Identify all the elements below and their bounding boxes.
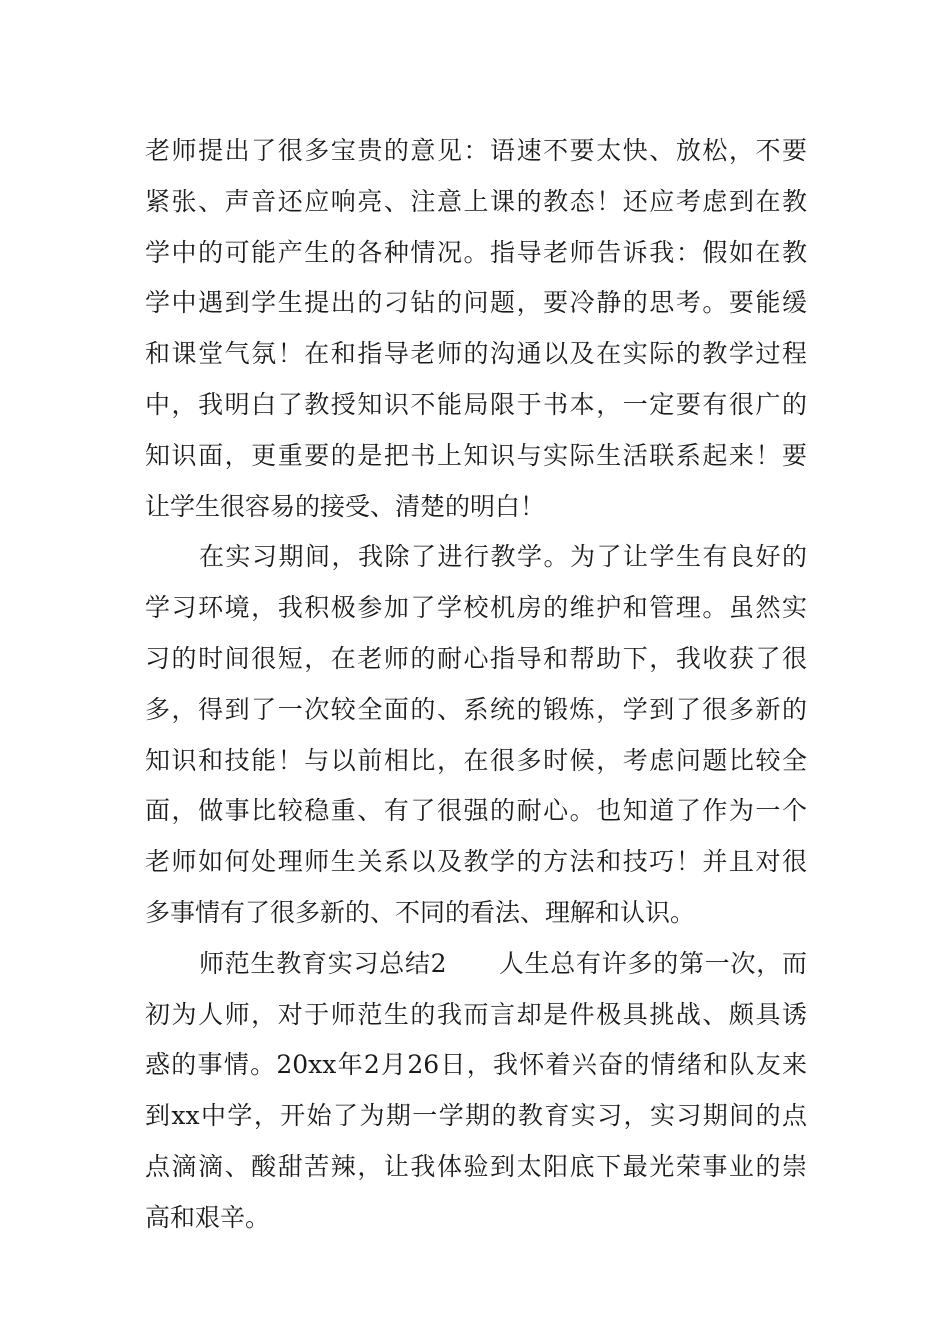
text-line: 到xx中学，开始了为期一学期的教育实习，实习期间的点	[145, 1101, 807, 1131]
section-heading-line: 师范生教育实习总结2 人生总有许多的第一次，而	[199, 948, 807, 978]
text-line: 中，我明白了教授知识不能局限于书本，一定要有很广的	[145, 389, 807, 419]
text-line: 初为人师，对于师范生的我而言却是件极具挑战、颇具诱	[145, 999, 807, 1029]
text-line: 点滴滴、酸甜苦辣，让我体验到太阳底下最光荣事业的崇	[145, 1151, 807, 1181]
text-line: 多，得到了一次较全面的、系统的锻炼，学到了很多新的	[145, 694, 807, 724]
text-line: 知识面，更重要的是把书上知识与实际生活联系起来！要	[145, 440, 807, 470]
text-line: 惑的事情。20xx年2月26日，我怀着兴奋的情绪和队友来	[145, 1050, 807, 1080]
text-line: 老师如何处理师生关系以及教学的方法和技巧！并且对很	[145, 847, 807, 877]
paragraph-first-line: 在实习期间，我除了进行教学。为了让学生有良好的	[199, 542, 807, 572]
text-line: 老师提出了很多宝贵的意见：语速不要太快、放松，不要	[145, 136, 807, 165]
text-line: 让学生很容易的接受、清楚的明白！	[145, 491, 546, 521]
text-line: 学中的可能产生的各种情况。指导老师告诉我：假如在教	[145, 237, 807, 267]
text-line: 学习环境，我积极参加了学校机房的维护和管理。虽然实	[145, 593, 807, 623]
text-line: 紧张、声音还应响亮、注意上课的教态！还应考虑到在教	[145, 186, 807, 216]
body-text	[145, 126, 807, 1244]
text-line: 多事情有了很多新的、不同的看法、理解和认识。	[145, 897, 696, 927]
text-line: 习的时间很短，在老师的耐心指导和帮助下，我收获了很	[145, 643, 807, 673]
text-line: 高和艰辛。	[145, 1202, 271, 1232]
text-line: 学中遇到学生提出的刁钻的问题，要冷静的思考。要能缓	[145, 288, 807, 318]
text-line: 知识和技能！与以前相比，在很多时候，考虑问题比较全	[145, 745, 807, 775]
text-line: 和课堂气氛！在和指导老师的沟通以及在实际的教学过程	[145, 339, 807, 369]
text-line: 面，做事比较稳重、有了很强的耐心。也知道了作为一个	[145, 796, 807, 826]
